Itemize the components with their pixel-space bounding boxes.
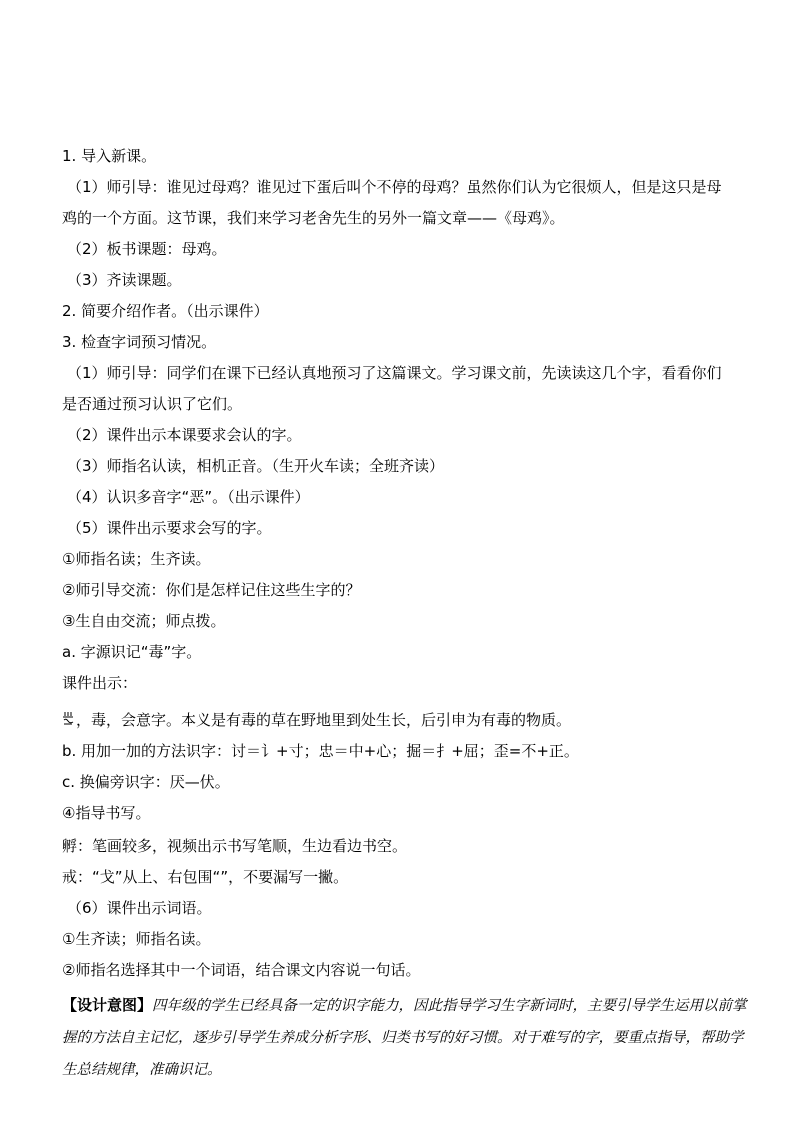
item-board-title: （2）板书课题：母鸡。 [67, 240, 227, 258]
item-show-write-chars: （5）课件出示要求会写的字。 [67, 519, 272, 537]
design-intent-label: 【设计意图】 [62, 996, 153, 1014]
design-intent-paragraph [62, 990, 756, 1086]
item-show-words: （6）课件出示词语。 [67, 899, 212, 917]
step-discuss: ②师引导交流：你们是怎样记住这些生字的？ [62, 581, 361, 599]
step-writing-guide: ④指导书写。 [62, 804, 151, 822]
step-read: ①师指名读；生齐读。 [62, 550, 211, 568]
item-polyphone: （4）认识多音字“恶”。（出示课件） [67, 488, 310, 506]
step-free-exchange: ③生自由交流；师点拨。 [62, 612, 226, 630]
writing-note-jie: 戒：“戈”从上、右包围“”，不要漏写一撇。 [62, 868, 349, 886]
method-change-radical: c. 换偏旁识字：厌—伏。 [62, 773, 230, 791]
etymology-text: ，毒，会意字。本义是有毒的草在野地里到处生长，后引申为有毒的物质。 [76, 711, 572, 729]
item-read-title: （3）齐读课题。 [67, 271, 182, 289]
step-read-words: ①生齐读；师指名读。 [62, 930, 211, 948]
seal-script-du-icon [62, 711, 74, 727]
step-make-sentence: ②师指名选择其中一个词语，结合课文内容说一句话。 [62, 961, 421, 979]
paragraph-preview-line1: （1）师引导：同学们在课下已经认真地预习了这篇课文。学习课文前，先读读这几个字，看看你们 [67, 364, 722, 382]
item-read-correct: （3）师指名认读，相机正音。（生开火车读；全班齐读） [67, 457, 445, 475]
paragraph-teacher-guide-line2: 鸡的一个方面。这节课，我们来学习老舍先生的另外一篇文章——《母鸡》。 [62, 209, 565, 227]
section-heading-intro: 1. 导入新课。 [62, 147, 157, 165]
etymology-line [62, 710, 742, 730]
courseware-label: 课件出示： [62, 674, 138, 692]
section-heading-author: 2. 简要介绍作者。（出示课件） [62, 302, 269, 320]
paragraph-teacher-guide-line1: （1）师引导：谁见过母鸡？谁见过下蛋后叫个不停的母鸡？虽然你们认为它很烦人，但是这只是母 [67, 178, 722, 196]
section-heading-vocab-check: 3. 检查字词预习情况。 [62, 333, 217, 351]
design-intent-text: 四年级的学生已经具备一定的识字能力，因此指导学习生字新词时，主要引导学生运用以前掌握的方法自主记忆，逐步引导学生养成分析字形、归类书写的好习惯。对于难写的字，要重点指导，帮助学生总结规律，准确识记。 [62, 998, 747, 1078]
method-add-parts: b. 用加一加的方法识字：讨＝讠+寸；忠＝中+心；掘＝扌+屈；歪=不+正。 [62, 742, 579, 760]
item-show-recognize-chars: （2）课件出示本课要求会认的字。 [67, 426, 302, 444]
method-etymology: a. 字源识记“毒”字。 [62, 643, 202, 661]
paragraph-preview-line2: 是否通过预习认识了它们。 [62, 395, 243, 413]
writing-note-fu: 孵：笔画较多，视频出示书写笔顺，生边看边书空。 [62, 837, 408, 855]
